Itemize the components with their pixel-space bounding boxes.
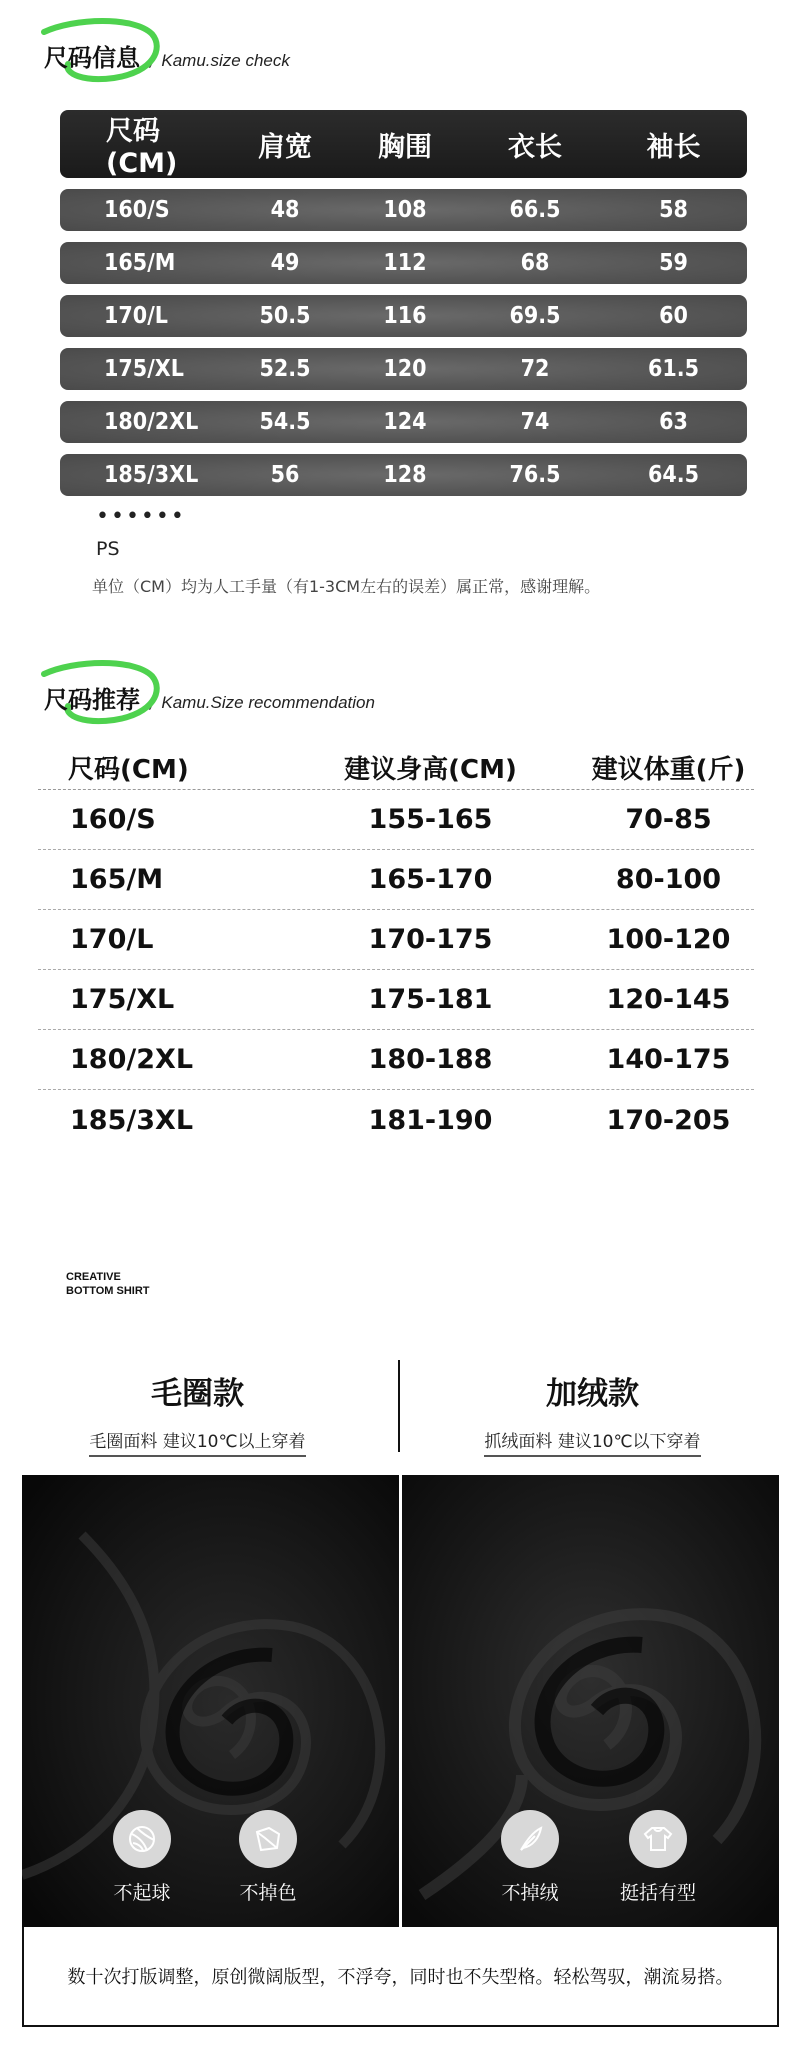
header-height: 建议身高(CM) [344, 754, 517, 785]
cell-length: 68 [520, 250, 550, 276]
heading-slash: / [150, 693, 156, 712]
footer-text: 数十次打版调整，原创微阔版型，不浮夸，同时也不失型格。轻松驾驭，潮流易搭。 [67, 1967, 734, 1988]
fleece-fabric-photo [402, 1475, 779, 1927]
recommendation-subtitle: Kamu.Size recommendation [161, 693, 375, 712]
cell-shoulder: 54.5 [259, 409, 311, 435]
cell-length: 69.5 [509, 303, 561, 329]
cell-size: 165/M [70, 864, 164, 895]
cell-height: 181-190 [368, 1104, 493, 1136]
feature-no-shedding [480, 1810, 580, 1905]
header-sleeve: 袖长 [646, 131, 701, 163]
cell-weight: 100-120 [606, 924, 731, 955]
table-row [38, 1030, 754, 1090]
variant-title: 加绒款 [546, 1376, 639, 1412]
variant-subtitle: 抓绒面料 建议10℃以下穿着 [484, 1427, 700, 1457]
cell-shoulder: 52.5 [259, 356, 311, 382]
cell-height: 155-165 [368, 804, 493, 835]
cell-size: 165/M [104, 250, 176, 276]
table-row [38, 790, 754, 850]
header-shoulder: 肩宽 [258, 131, 312, 163]
recommendation-header [38, 745, 754, 790]
cell-size: 180/2XL [70, 1044, 194, 1075]
cell-sleeve: 63 [659, 409, 688, 435]
size-check-title: 尺码信息 [44, 44, 140, 72]
cell-size: 185/3XL [104, 462, 199, 488]
table-row [60, 242, 747, 284]
size-check-subtitle: Kamu.size check [161, 51, 290, 70]
heading-slash: / [150, 51, 156, 70]
header-size: 尺码(CM) [68, 754, 189, 785]
cell-chest: 112 [383, 250, 427, 276]
table-row [38, 1090, 754, 1150]
cell-weight: 120-145 [606, 984, 731, 1015]
measurement-note: 单位（CM）均为人工手量（有1-3CM左右的误差）属正常，感谢理解。 [92, 577, 601, 596]
cell-size: 185/3XL [70, 1104, 194, 1136]
recommendation-table [38, 745, 754, 1150]
feature-colorfast [218, 1810, 318, 1905]
table-row [38, 910, 754, 970]
cell-sleeve: 61.5 [647, 356, 700, 382]
brand-line-2: BOTTOM SHIRT [66, 1285, 150, 1297]
cell-height: 180-188 [368, 1044, 493, 1075]
cell-chest: 128 [383, 462, 427, 488]
cell-chest: 124 [383, 409, 427, 435]
feather-icon [501, 1810, 559, 1868]
cell-sleeve: 60 [659, 303, 688, 329]
feature-no-pilling [92, 1810, 192, 1905]
cell-size: 170/L [70, 924, 154, 955]
feature-label: 不起球 [113, 1882, 171, 1904]
table-row [38, 850, 754, 910]
cell-height: 175-181 [368, 984, 493, 1015]
cell-shoulder: 48 [270, 197, 300, 223]
table-row [60, 401, 747, 443]
ps-label: PS [96, 538, 120, 560]
dots-separator: •••••• [96, 504, 186, 529]
cell-length: 66.5 [509, 197, 561, 223]
recommendation-heading [44, 680, 375, 715]
cell-height: 170-175 [368, 924, 493, 955]
brand-line-1: CREATIVE [66, 1271, 121, 1283]
table-row [38, 970, 754, 1030]
cell-shoulder: 56 [270, 462, 300, 488]
feature-label: 不掉色 [239, 1882, 297, 1904]
footer-description [22, 1927, 779, 2027]
sweatshirt-icon [629, 1810, 687, 1868]
table-row [60, 189, 747, 231]
table-row [60, 295, 747, 337]
yarn-ball-icon [113, 1810, 171, 1868]
header-weight: 建议体重(斤) [591, 754, 746, 785]
size-table-header [60, 110, 747, 178]
terry-fabric-photo [22, 1475, 399, 1927]
cell-size: 160/S [70, 804, 156, 835]
cell-sleeve: 58 [659, 197, 688, 223]
variant-subtitle: 毛圈面料 建议10℃以上穿着 [89, 1427, 305, 1457]
cell-size: 160/S [104, 197, 170, 223]
cell-weight: 140-175 [606, 1044, 731, 1075]
cell-chest: 116 [383, 303, 427, 329]
header-length: 衣长 [508, 131, 562, 163]
cell-sleeve: 59 [659, 250, 688, 276]
recommendation-title: 尺码推荐 [44, 686, 140, 714]
fabric-fold-icon [239, 1810, 297, 1868]
feature-label: 挺括有型 [619, 1882, 696, 1904]
cell-size: 180/2XL [104, 409, 199, 435]
cell-length: 74 [520, 409, 550, 435]
cell-shoulder: 50.5 [259, 303, 311, 329]
cell-weight: 170-205 [606, 1104, 731, 1136]
size-check-table [60, 110, 747, 496]
cell-height: 165-170 [368, 864, 493, 895]
table-row [60, 454, 747, 496]
cell-size: 175/XL [104, 356, 184, 382]
variant-terry [0, 1368, 395, 1457]
cell-sleeve: 64.5 [647, 462, 700, 488]
cell-length: 72 [520, 356, 550, 382]
cell-chest: 108 [383, 197, 427, 223]
cell-size: 170/L [104, 303, 168, 329]
table-row [60, 348, 747, 390]
cell-length: 76.5 [509, 462, 561, 488]
feature-structured [608, 1810, 708, 1905]
variant-title: 毛圈款 [151, 1376, 244, 1412]
cell-weight: 70-85 [625, 804, 712, 835]
variant-fleece [395, 1368, 790, 1457]
cell-chest: 120 [383, 356, 427, 382]
feature-label: 不掉绒 [501, 1882, 559, 1904]
cell-size: 175/XL [70, 984, 175, 1015]
header-size: 尺码(CM) [106, 116, 178, 179]
brand-mark [66, 1270, 150, 1298]
cell-weight: 80-100 [615, 864, 722, 895]
cell-shoulder: 49 [270, 250, 300, 276]
header-chest: 胸围 [378, 131, 432, 163]
size-check-heading [44, 38, 290, 73]
